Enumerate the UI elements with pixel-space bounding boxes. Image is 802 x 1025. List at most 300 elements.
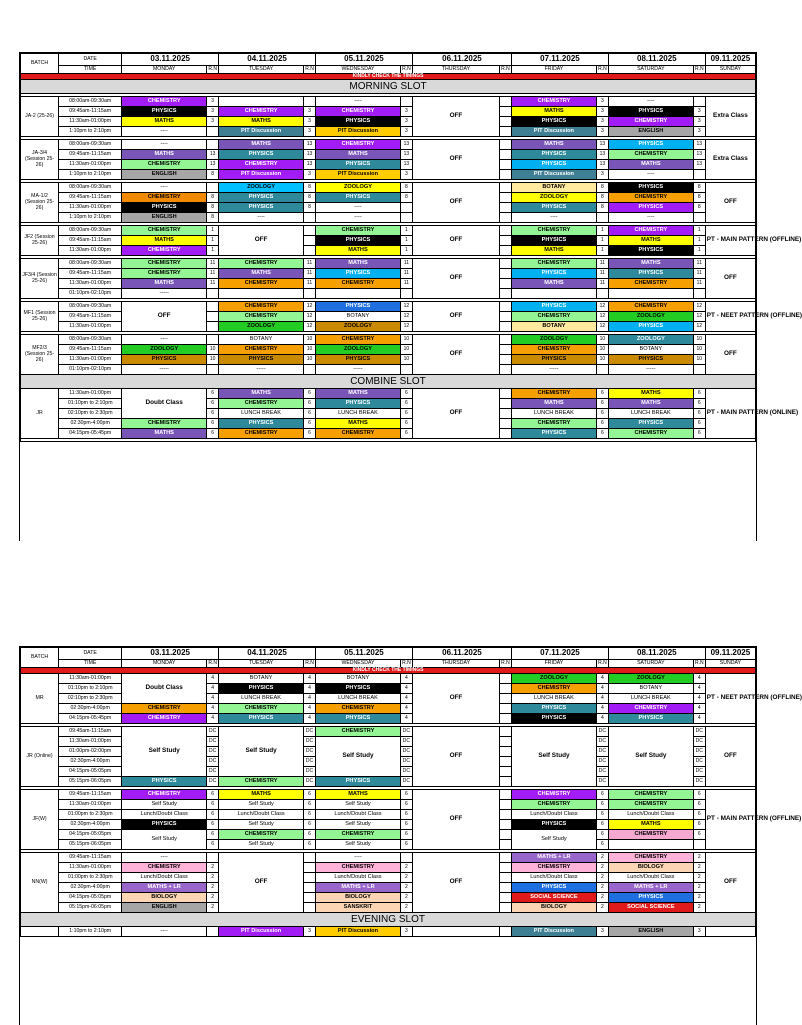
room-number: 4 <box>207 673 219 683</box>
class-fri <box>511 288 596 298</box>
room-number: 13 <box>693 139 705 149</box>
time-label: TIME <box>59 66 122 74</box>
room-number: 4 <box>400 673 412 683</box>
class-sat: CHEMISTRY <box>608 149 693 159</box>
class-mon: MATHS <box>122 149 207 159</box>
thursday-off: OFF <box>412 301 499 331</box>
class-sat: MATHS <box>608 258 693 268</box>
class-tue: MATHS <box>219 268 304 278</box>
room-number: 10 <box>693 344 705 354</box>
sunday-cell: Extra Class <box>705 139 755 179</box>
room-number: 3 <box>304 926 316 936</box>
class-sat: PHYSICS <box>608 202 693 212</box>
class-mon: CHEMISTRY <box>122 96 207 106</box>
room-number: 3 <box>596 116 608 126</box>
class-tue: Self Study <box>219 819 304 829</box>
room-number: 6 <box>596 398 608 408</box>
room-number: 13 <box>693 149 705 159</box>
class-mon: ---- <box>122 334 207 344</box>
class-wed: ZOOLOGY <box>316 344 401 354</box>
date-saturday: 08.11.2025 <box>608 54 705 66</box>
room-number: 3 <box>304 106 316 116</box>
thursday-off: OFF <box>412 789 499 849</box>
room-number: 6 <box>304 839 316 849</box>
room-number: 6 <box>596 388 608 398</box>
day-tuesday: TUESDAY <box>219 66 304 74</box>
room-number-header: R.N <box>598 66 607 72</box>
class-wed: BIOLOGY <box>316 892 401 902</box>
room-number: 3 <box>207 106 219 116</box>
class-tue: CHEMISTRY <box>219 829 304 839</box>
class-mon: ENGLISH <box>122 212 207 222</box>
room-number: DC <box>304 766 316 776</box>
batch-name: JR (Online) <box>21 726 59 786</box>
class-wed: ZOOLOGY <box>316 321 401 331</box>
room-cell <box>500 278 512 288</box>
class-fri: ---- <box>511 212 596 222</box>
room-cell <box>500 872 512 882</box>
room-number: 6 <box>693 789 705 799</box>
batch-name: JF(W) <box>21 789 59 849</box>
time-slot: 11:30am-01:00pm <box>59 799 122 809</box>
class-fri: MATHS <box>511 106 596 116</box>
room-number: 11 <box>207 258 219 268</box>
room-number: 12 <box>304 301 316 311</box>
room-number: 2 <box>207 892 219 902</box>
room-number: 4 <box>207 713 219 723</box>
room-number <box>400 288 412 298</box>
room-cell <box>500 344 512 354</box>
room-number: 13 <box>400 149 412 159</box>
room-cell <box>500 96 512 106</box>
sunday-cell: OFF <box>705 852 755 912</box>
room-cell <box>500 926 512 936</box>
room-number: 3 <box>693 106 705 116</box>
room-number: 10 <box>304 334 316 344</box>
room-number: 10 <box>596 334 608 344</box>
class-sat: ZOOLOGY <box>608 673 693 683</box>
room-number <box>596 364 608 374</box>
class-wed: Self Study <box>316 799 401 809</box>
class-wed: CHEMISTRY <box>316 278 401 288</box>
room-cell <box>207 321 219 331</box>
room-number: 4 <box>693 713 705 723</box>
class-sat: CHEMISTRY <box>608 799 693 809</box>
thursday-off: OFF <box>412 334 499 374</box>
class-sat: ZOOLOGY <box>608 334 693 344</box>
room-number: 3 <box>596 126 608 136</box>
room-cell <box>304 882 316 892</box>
class-tue <box>219 96 304 106</box>
class-tue: MATHS <box>219 116 304 126</box>
class-tue: LUNCH BREAK <box>219 693 304 703</box>
class-wed: CHEMISTRY <box>316 726 401 736</box>
room-cell <box>500 428 512 438</box>
class-mon: PHYSICS <box>122 106 207 116</box>
time-slot: 09:45am-11:15am <box>59 268 122 278</box>
thursday-off: OFF <box>412 139 499 179</box>
room-number: 8 <box>304 202 316 212</box>
class-tue: Self Study <box>219 799 304 809</box>
time-slot: 09:45am-11:15am <box>59 789 122 799</box>
room-number: 3 <box>304 126 316 136</box>
room-number: 6 <box>596 428 608 438</box>
room-number: DC <box>207 726 219 736</box>
room-number: 6 <box>596 418 608 428</box>
class-tue: PIT Discussion <box>219 926 304 936</box>
room-cell <box>304 902 316 912</box>
room-number: 10 <box>304 354 316 364</box>
day-sunday: SUNDAY <box>705 66 755 74</box>
day-sunday: SUNDAY <box>705 660 755 668</box>
room-cell <box>500 789 512 799</box>
class-tue: PIT Discussion <box>219 169 304 179</box>
room-number: 8 <box>400 192 412 202</box>
room-cell <box>500 852 512 862</box>
sat-self-study: Self Study <box>608 726 693 786</box>
sunday-cell: PT - NEET PATTERN (OFFLINE) <box>705 301 755 331</box>
room-number: 6 <box>400 789 412 799</box>
room-cell <box>500 892 512 902</box>
room-number: DC <box>596 746 608 756</box>
class-wed: ---- <box>316 202 401 212</box>
room-cell <box>500 301 512 311</box>
class-sat: MATHS <box>608 398 693 408</box>
room-number: 12 <box>596 311 608 321</box>
room-cell <box>500 169 512 179</box>
class-wed: LUNCH BREAK <box>316 408 401 418</box>
date-tuesday: 04.11.2025 <box>219 648 316 660</box>
time-slot: 02:30pm-4:00pm <box>59 703 122 713</box>
room-number: 6 <box>400 819 412 829</box>
room-number: DC <box>207 756 219 766</box>
room-number: 11 <box>596 258 608 268</box>
room-number: DC <box>207 736 219 746</box>
room-number: 4 <box>596 703 608 713</box>
fri-self-study: Self Study <box>511 829 596 849</box>
room-number: 11 <box>400 258 412 268</box>
day-saturday: SATURDAY <box>608 660 693 668</box>
room-number: 6 <box>207 428 219 438</box>
sunday-cell: PT - MAIN PATTERN (OFFLINE) <box>705 789 755 849</box>
time-slot: 05:15pm-06:05pm <box>59 902 122 912</box>
time-slot: 01:00pm to 2:30pm <box>59 872 122 882</box>
class-tue: Self Study <box>219 839 304 849</box>
room-number: 2 <box>400 902 412 912</box>
room-number: 12 <box>400 311 412 321</box>
time-slot: 04:15pm-05:45pm <box>59 428 122 438</box>
class-mon: MATHS <box>122 235 207 245</box>
room-number: 11 <box>693 268 705 278</box>
class-sat: MATHS <box>608 159 693 169</box>
day-saturday: SATURDAY <box>608 66 693 74</box>
room-number: 6 <box>693 398 705 408</box>
room-number: 12 <box>400 301 412 311</box>
room-number: 2 <box>693 882 705 892</box>
time-slot: 11:30am-01:00pm <box>59 202 122 212</box>
room-number: 6 <box>596 809 608 819</box>
room-cell <box>304 235 316 245</box>
class-sat: PHYSICS <box>608 182 693 192</box>
room-cell <box>304 245 316 255</box>
room-cell <box>500 182 512 192</box>
room-number: DC <box>400 746 412 756</box>
room-number: 2 <box>400 872 412 882</box>
room-number <box>400 212 412 222</box>
room-cell <box>500 149 512 159</box>
room-cell <box>500 713 512 723</box>
day-thursday: THURSDAY <box>412 660 499 668</box>
thursday-off: OFF <box>412 852 499 912</box>
room-number <box>400 202 412 212</box>
room-number: 13 <box>304 139 316 149</box>
class-fri: MATHS <box>511 398 596 408</box>
class-wed: MATHS <box>316 258 401 268</box>
batch-name: MA-1/2 (Session 25-26) <box>21 182 59 222</box>
room-number: 8 <box>400 182 412 192</box>
mon-merged: Doubt Class <box>122 673 207 703</box>
class-tue: CHEMISTRY <box>219 703 304 713</box>
batch-name: NN(W) <box>21 852 59 912</box>
empty-cell <box>412 926 499 936</box>
class-sat: CHEMISTRY <box>608 829 693 839</box>
room-number: DC <box>400 756 412 766</box>
room-number: 10 <box>400 354 412 364</box>
class-wed: PIT Discussion <box>316 126 401 136</box>
room-number: 8 <box>596 202 608 212</box>
date-label: DATE <box>59 54 122 66</box>
class-sat: CHEMISTRY <box>608 278 693 288</box>
class-tue: PIT Discussion <box>219 126 304 136</box>
class-wed: PHYSICS <box>316 354 401 364</box>
time-slot: 09:45am-11:15am <box>59 726 122 736</box>
class-mon: CHEMISTRY <box>122 713 207 723</box>
room-number: 6 <box>693 829 705 839</box>
room-cell <box>500 766 512 776</box>
room-cell <box>500 268 512 278</box>
room-number: 3 <box>693 116 705 126</box>
room-number: 2 <box>596 892 608 902</box>
room-cell <box>500 776 512 786</box>
room-number: 2 <box>400 862 412 872</box>
room-cell <box>304 872 316 882</box>
room-number: 12 <box>596 321 608 331</box>
room-number: 2 <box>400 882 412 892</box>
sunday-cell: PT - MAIN PATTERN (OFFLINE) <box>705 225 755 255</box>
time-slot: 04:15pm-05:45pm <box>59 713 122 723</box>
room-number: 1 <box>207 245 219 255</box>
sunday-cell: Extra Class <box>705 96 755 136</box>
class-tue: ---- <box>219 212 304 222</box>
time-slot: 1:10pm to 2:10pm <box>59 212 122 222</box>
time-slot: 04:15pm-05:05pm <box>59 892 122 902</box>
class-mon: CHEMISTRY <box>122 268 207 278</box>
time-slot: 09:45am-11:15am <box>59 192 122 202</box>
class-fri: PHYSICS <box>511 235 596 245</box>
room-number: 11 <box>596 268 608 278</box>
room-number: 10 <box>207 354 219 364</box>
class-sat: Lunch/Doubt Class <box>608 809 693 819</box>
room-number: 10 <box>304 344 316 354</box>
room-number <box>693 839 705 849</box>
room-number: 3 <box>596 926 608 936</box>
room-number: 10 <box>596 344 608 354</box>
wed-self-study: Self Study <box>316 736 401 776</box>
room-number: 4 <box>400 703 412 713</box>
timetable-sheet-1 <box>19 52 802 541</box>
room-cell <box>500 799 512 809</box>
room-cell <box>500 388 512 398</box>
time-slot: 01:00pm to 2:30pm <box>59 809 122 819</box>
room-number: 8 <box>693 192 705 202</box>
class-mon: ---- <box>122 182 207 192</box>
room-number: 6 <box>304 789 316 799</box>
class-fri: ZOOLOGY <box>511 334 596 344</box>
class-mon: ZOOLOGY <box>122 344 207 354</box>
class-sat: ----- <box>608 364 693 374</box>
room-number: 6 <box>207 809 219 819</box>
room-number: DC <box>596 776 608 786</box>
class-wed: PHYSICS <box>316 776 401 786</box>
class-tue: CHEMISTRY <box>219 398 304 408</box>
class-wed: Lunch/Doubt Class <box>316 809 401 819</box>
room-number: 6 <box>304 398 316 408</box>
room-number: 4 <box>693 703 705 713</box>
class-sat: ZOOLOGY <box>608 311 693 321</box>
room-number: 3 <box>400 106 412 116</box>
room-number: 11 <box>304 258 316 268</box>
room-number-header: R.N <box>208 660 217 666</box>
room-number: 12 <box>304 321 316 331</box>
class-wed: ---- <box>316 212 401 222</box>
class-fri: CHEMISTRY <box>511 344 596 354</box>
class-mon: CHEMISTRY <box>122 418 207 428</box>
date-monday: 03.11.2025 <box>122 54 219 66</box>
class-tue: MATHS <box>219 388 304 398</box>
sunday-cell: OFF <box>705 182 755 222</box>
class-tue: LUNCH BREAK <box>219 408 304 418</box>
room-number: 4 <box>596 713 608 723</box>
class-wed: CHEMISTRY <box>316 703 401 713</box>
time-slot: 01:10pm-02:10pm <box>59 288 122 298</box>
time-slot: 02:30pm-4:00pm <box>59 882 122 892</box>
date-wednesday: 05.11.2025 <box>316 54 413 66</box>
class-fri: ZOOLOGY <box>511 192 596 202</box>
room-number: 8 <box>304 182 316 192</box>
room-number: 12 <box>693 321 705 331</box>
room-cell <box>500 192 512 202</box>
room-cell <box>500 245 512 255</box>
room-number: DC <box>304 746 316 756</box>
class-tue: MATHS <box>219 139 304 149</box>
batch-name: MR <box>21 673 59 723</box>
class-mon: ----- <box>122 364 207 374</box>
room-number: DC <box>596 766 608 776</box>
class-sat: PHYSICS <box>608 321 693 331</box>
room-cell <box>500 819 512 829</box>
room-number <box>207 852 219 862</box>
room-number: 2 <box>596 852 608 862</box>
room-cell <box>500 321 512 331</box>
class-wed: CHEMISTRY <box>316 829 401 839</box>
room-cell <box>500 408 512 418</box>
day-friday: FRIDAY <box>511 66 596 74</box>
day-monday: MONDAY <box>122 660 207 668</box>
room-number-header: R.N <box>694 660 704 666</box>
class-fri: BIOLOGY <box>511 902 596 912</box>
time-slot: 08:00am-09:30am <box>59 182 122 192</box>
room-number <box>693 96 705 106</box>
time-slot: 02:30pm-4:00pm <box>59 819 122 829</box>
room-number-header: R.N <box>305 660 314 666</box>
room-number: 4 <box>304 703 316 713</box>
class-fri: PHYSICS <box>511 268 596 278</box>
day-thursday: THURSDAY <box>412 66 499 74</box>
room-number: 6 <box>207 418 219 428</box>
class-sat: PHYSICS <box>608 892 693 902</box>
class-mon: Lunch/Doubt Class <box>122 872 207 882</box>
time-slot: 11:30am-01:00pm <box>59 159 122 169</box>
class-sat: PHYSICS <box>608 418 693 428</box>
class-sat: LUNCH BREAK <box>608 693 693 703</box>
date-sunday: 09.11.2025 <box>705 54 755 66</box>
room-cell <box>207 311 219 321</box>
class-tue: CHEMISTRY <box>219 428 304 438</box>
room-number: 4 <box>400 713 412 723</box>
class-mon: ---- <box>122 926 207 936</box>
room-number: 6 <box>693 408 705 418</box>
room-cell <box>304 225 316 235</box>
class-tue: CHEMISTRY <box>219 311 304 321</box>
class-sat: PHYSICS <box>608 354 693 364</box>
room-number <box>693 288 705 298</box>
class-wed: CHEMISTRY <box>316 428 401 438</box>
class-wed: Self Study <box>316 819 401 829</box>
room-number: 4 <box>596 683 608 693</box>
room-number <box>596 212 608 222</box>
room-number: 3 <box>693 926 705 936</box>
room-number: 13 <box>304 149 316 159</box>
class-mon: Lunch/Doubt Class <box>122 809 207 819</box>
room-number: DC <box>207 746 219 756</box>
room-number: 6 <box>693 799 705 809</box>
class-sat: BOTANY <box>608 683 693 693</box>
room-cell <box>500 334 512 344</box>
date-tuesday: 04.11.2025 <box>219 54 316 66</box>
time-slot: 11:30am-01:00pm <box>59 354 122 364</box>
batch-name <box>21 926 59 936</box>
room-number: 12 <box>693 301 705 311</box>
class-wed: PHYSICS <box>316 398 401 408</box>
class-tue: CHEMISTRY <box>219 106 304 116</box>
class-mon: CHEMISTRY <box>122 789 207 799</box>
room-cell <box>500 726 512 736</box>
room-cell <box>500 882 512 892</box>
room-number: 8 <box>207 202 219 212</box>
time-slot: 1:10pm to 2:10pm <box>59 169 122 179</box>
day-wednesday: WEDNESDAY <box>316 660 401 668</box>
class-mon: PHYSICS <box>122 776 207 786</box>
class-fri: MATHS <box>511 245 596 255</box>
class-mon: MATHS <box>122 428 207 438</box>
time-slot: 05:15pm-06:05pm <box>59 776 122 786</box>
time-slot: 01:00pm-02:00pm <box>59 746 122 756</box>
room-cell <box>500 673 512 683</box>
evening-slot-heading: EVENING SLOT <box>21 912 756 926</box>
room-number: 8 <box>207 169 219 179</box>
room-number <box>693 169 705 179</box>
time-slot: 08:00am-09:30am <box>59 258 122 268</box>
